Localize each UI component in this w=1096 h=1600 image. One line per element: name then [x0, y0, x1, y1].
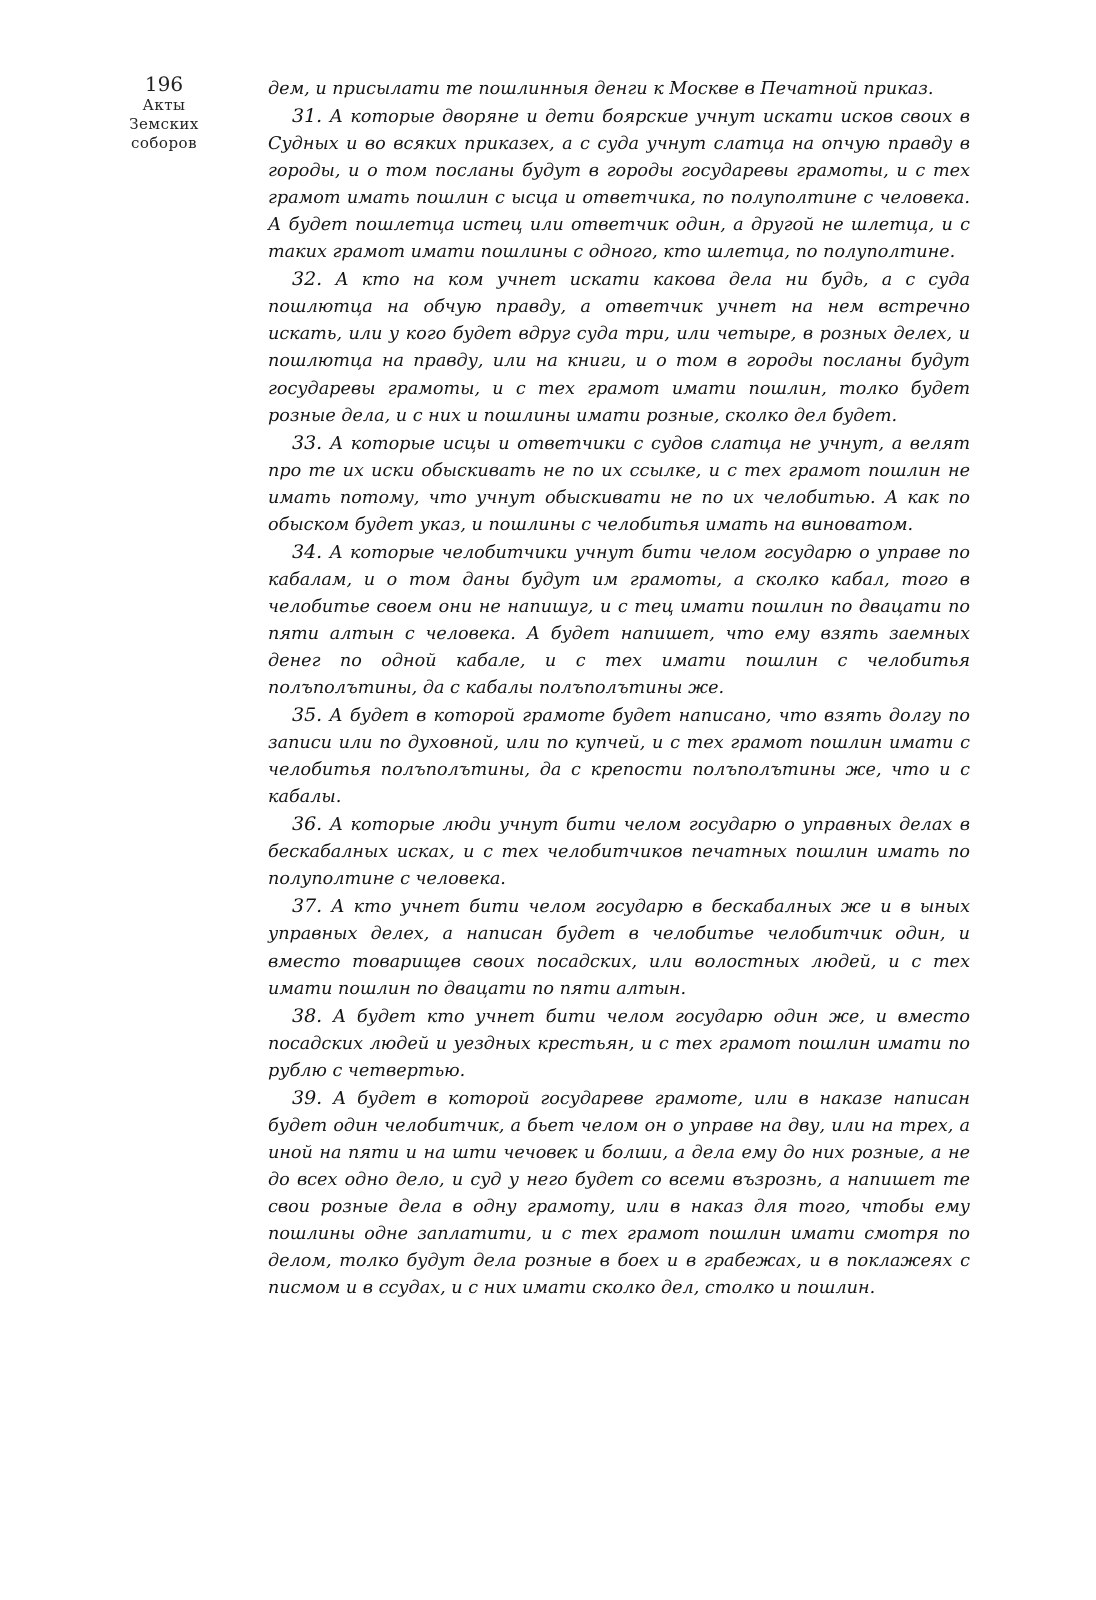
article-number: 34. — [292, 540, 323, 563]
article-35 — [268, 702, 970, 811]
running-head-line-2: Земских — [129, 115, 199, 133]
article-33 — [268, 430, 970, 539]
article-36 — [268, 811, 970, 893]
paragraph-text: дем, и присылати те пошлинныя денги к Москве в Печатной приказ. — [268, 79, 934, 99]
article-38 — [268, 1003, 970, 1085]
running-head-line-3: соборов — [130, 134, 198, 152]
article-37 — [268, 893, 970, 1002]
article-number: 36. — [292, 813, 323, 836]
page-number: 196 — [144, 72, 184, 96]
paragraph-text: А будет в которой государеве грамоте, или в наказе написан будет один челобитчик, а бьет челом он о управе на дву, или на трех, а иной на пяти и на шти чечовек и болши, а дела ему до них розные, а не до всех одно дело, и суд у него будет со всеми възрознь, а напишет те свои розные дела в одну грамоту, или в наказ для того, чтобы ему пошлины одне заплатити, и с тех грамот пошлин имати смотря по делом, толко будут дела розные в боех и в грабежах, и в поклажеях с писмом и в ссудах, и с них имати сколко дел, столко и пошлин. — [268, 1088, 970, 1299]
article-number: 32. — [292, 268, 323, 291]
paragraph-text: А кто учнет бити челом государю в бескабалных же и в ыных управных делех, а написан будет в челобитье челобитчик один, и вместо товарищев своих посадских, или волостных людей, и с тех имати пошлин по двацати по пяти алтын. — [268, 897, 970, 999]
document-body — [268, 76, 970, 1302]
page-margin-header — [108, 72, 220, 153]
article-number: 33. — [292, 431, 323, 454]
paragraph-text: А которые дворяне и дети боярские учнут искати исков своих в Судных и во всяких приказех, а с суда учнут слатца на опчую правду в городы, и о том посланы будут в городы государевы грамоты, и с тех грамот имать пошлин с ысца и ответчика, по полуполтине с человека. А будет пошлетца истец или ответчик один, а другой не шлетца, и с таких грамот имати пошлины с одного, кто шлетца, по полуполтине. — [268, 107, 970, 263]
paragraph-text: А которые исцы и ответчики с судов слатца не учнут, а велят про те их иски обыскивать не по их ссылке, и с тех грамот пошлин не имать потому, что учнут обыскивати не по их челобитью. А как по обыском будет указ, и пошлины с челобитья имать на виноватом. — [268, 433, 970, 535]
article-number: 35. — [292, 704, 323, 727]
paragraph-text: А кто на ком учнет искати какова дела ни будь, а с суда пошлютца на обчую правду, а ответчик учнет на нем встречно искать, или у кого будет вдруг суда три, или четыре, в розных делех, и пошлютца на правду, или на книги, и о том в городы посланы будут государевы грамоты, и с тех грамот имати пошлин, толко будет розные дела, и с них и пошлины имати розные, сколко дел будет. — [268, 270, 970, 426]
paragraph-continuation — [268, 76, 970, 103]
running-head-line-1: Акты — [142, 96, 186, 114]
article-34 — [268, 539, 970, 702]
paragraph-text: А будет кто учнет бити челом государю один же, и вместо посадских людей и уездных крестьян, и с тех грамот пошлин имати по рублю с четвертью. — [268, 1006, 970, 1081]
paragraph-text: А которые люди учнут бити челом государю о управных делах в бескабалных исках, и с тех челобитчиков печатных пошлин имать по полуполтине с человека. — [268, 815, 970, 890]
article-39 — [268, 1085, 970, 1302]
article-31 — [268, 103, 970, 266]
article-number: 31. — [292, 105, 323, 128]
paragraph-text: А будет в которой грамоте будет написано, что взять долгу по записи или по духовной, или по купчей, и с тех грамот пошлин имати с челобитья полъполътины, да с крепости полъполътины же, что и с кабалы. — [268, 706, 971, 808]
paragraph-text: А которые челобитчики учнут бити челом государю о управе по кабалам, и о том даны будут им грамоты, а сколко кабал, того в челобитье своем они не напишуг, и с тец имати пошлин по двацати по пяти алтын с человека. А будет напишет, что ему взять заемных денег по одной кабале, и с тех имати пошлин с челобитья полъполътины, да с кабалы полъполътины же. — [268, 542, 970, 699]
article-number: 39. — [292, 1086, 323, 1109]
article-number: 37. — [292, 895, 323, 918]
article-32 — [268, 266, 970, 429]
article-number: 38. — [292, 1004, 323, 1027]
